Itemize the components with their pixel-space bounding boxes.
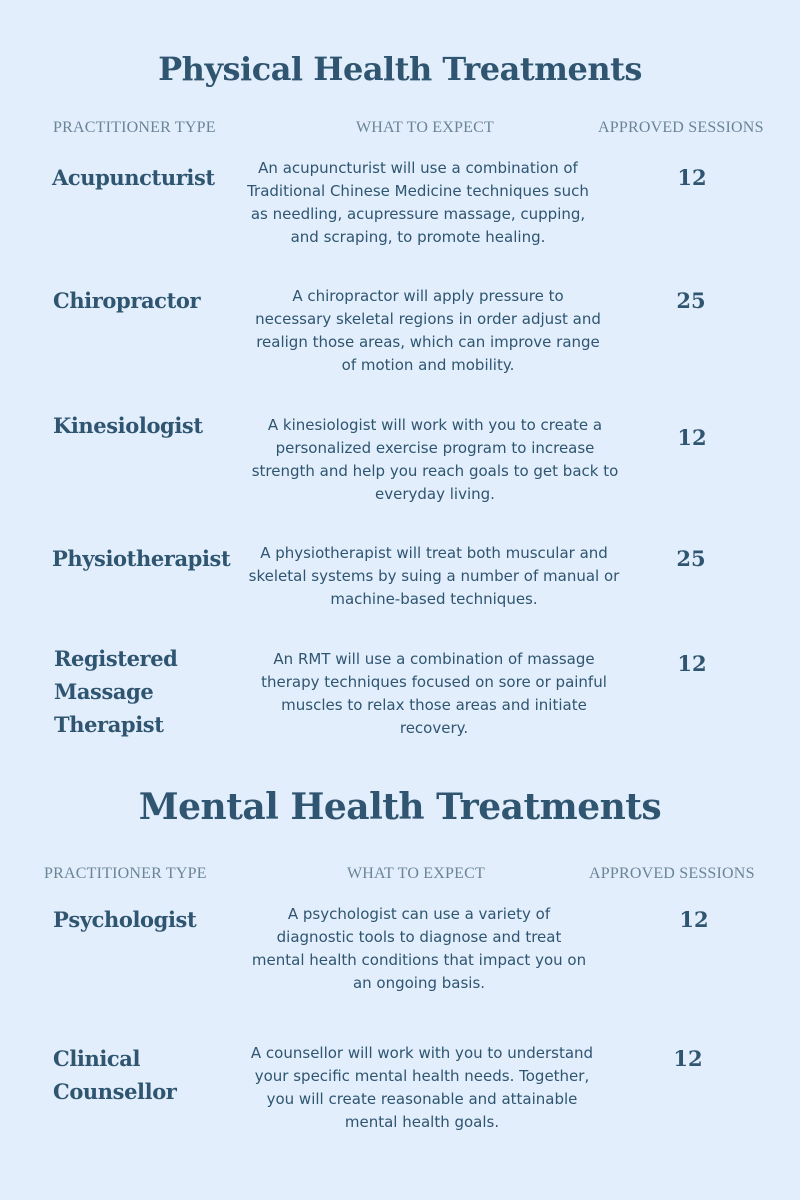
description-psychologist: A psychologist can use a variety of diagnostic tools to diagnose and treat mental health conditions that impact you on an ongoing basis. — [251, 905, 587, 992]
mental-header-approved-sessions: APPROVED SESSIONS — [589, 865, 755, 882]
description-chiropractor: A chiropractor will apply pressure to necessary skeletal regions in order adjust and realign those areas, which can improve range of motion and mobility. — [255, 287, 601, 374]
practitioner-type-acupuncturist: Acupuncturist — [52, 165, 215, 190]
sessions-psychologist: 12 — [679, 907, 709, 932]
mental-header-what-to-expect: WHAT TO EXPECT — [347, 865, 485, 882]
sessions-clinical-counsellor: 12 — [673, 1046, 703, 1071]
description-registered-massage-therapist: An RMT will use a combination of massage therapy techniques focused on sore or painful muscles to relax those areas and initiate recovery. — [261, 650, 607, 737]
physical-header-approved-sessions: APPROVED SESSIONS — [598, 119, 764, 136]
practitioner-type-kinesiologist: Kinesiologist — [53, 413, 203, 438]
sessions-kinesiologist: 12 — [677, 425, 707, 450]
practitioner-type-registered-massage-therapist: Registered Massage Therapist — [54, 646, 178, 737]
description-acupuncturist: An acupuncturist will use a combination of Traditional Chinese Medicine techniques such as needling, acupressure massage, cupping, and scraping, to promote healing. — [247, 159, 589, 246]
description-physiotherapist: A physiotherapist will treat both muscular and skeletal systems by suing a number of manual or machine-based techniques. — [248, 544, 620, 608]
sessions-chiropractor: 25 — [676, 288, 706, 313]
physical-header-what-to-expect: WHAT TO EXPECT — [356, 119, 494, 136]
description-clinical-counsellor: A counsellor will work with you to understand your specific mental health needs. Together, you will create reasonable and attainable mental health goals. — [250, 1044, 594, 1131]
sessions-registered-massage-therapist: 12 — [677, 651, 707, 676]
physical-section-title: Physical Health Treatments — [158, 50, 642, 88]
practitioner-type-physiotherapist: Physiotherapist — [52, 546, 231, 571]
description-kinesiologist: A kinesiologist will work with you to create a personalized exercise program to increase strength and help you reach goals to get back to everyday living. — [251, 416, 619, 503]
mental-header-practitioner-type: PRACTITIONER TYPE — [44, 865, 207, 882]
practitioner-type-clinical-counsellor: Clinical Counsellor — [53, 1046, 177, 1104]
sessions-physiotherapist: 25 — [676, 546, 706, 571]
mental-section-title: Mental Health Treatments — [138, 786, 662, 828]
sessions-acupuncturist: 12 — [677, 165, 707, 190]
practitioner-type-psychologist: Psychologist — [53, 907, 197, 932]
practitioner-type-chiropractor: Chiropractor — [53, 288, 201, 313]
physical-header-practitioner-type: PRACTITIONER TYPE — [53, 119, 216, 136]
